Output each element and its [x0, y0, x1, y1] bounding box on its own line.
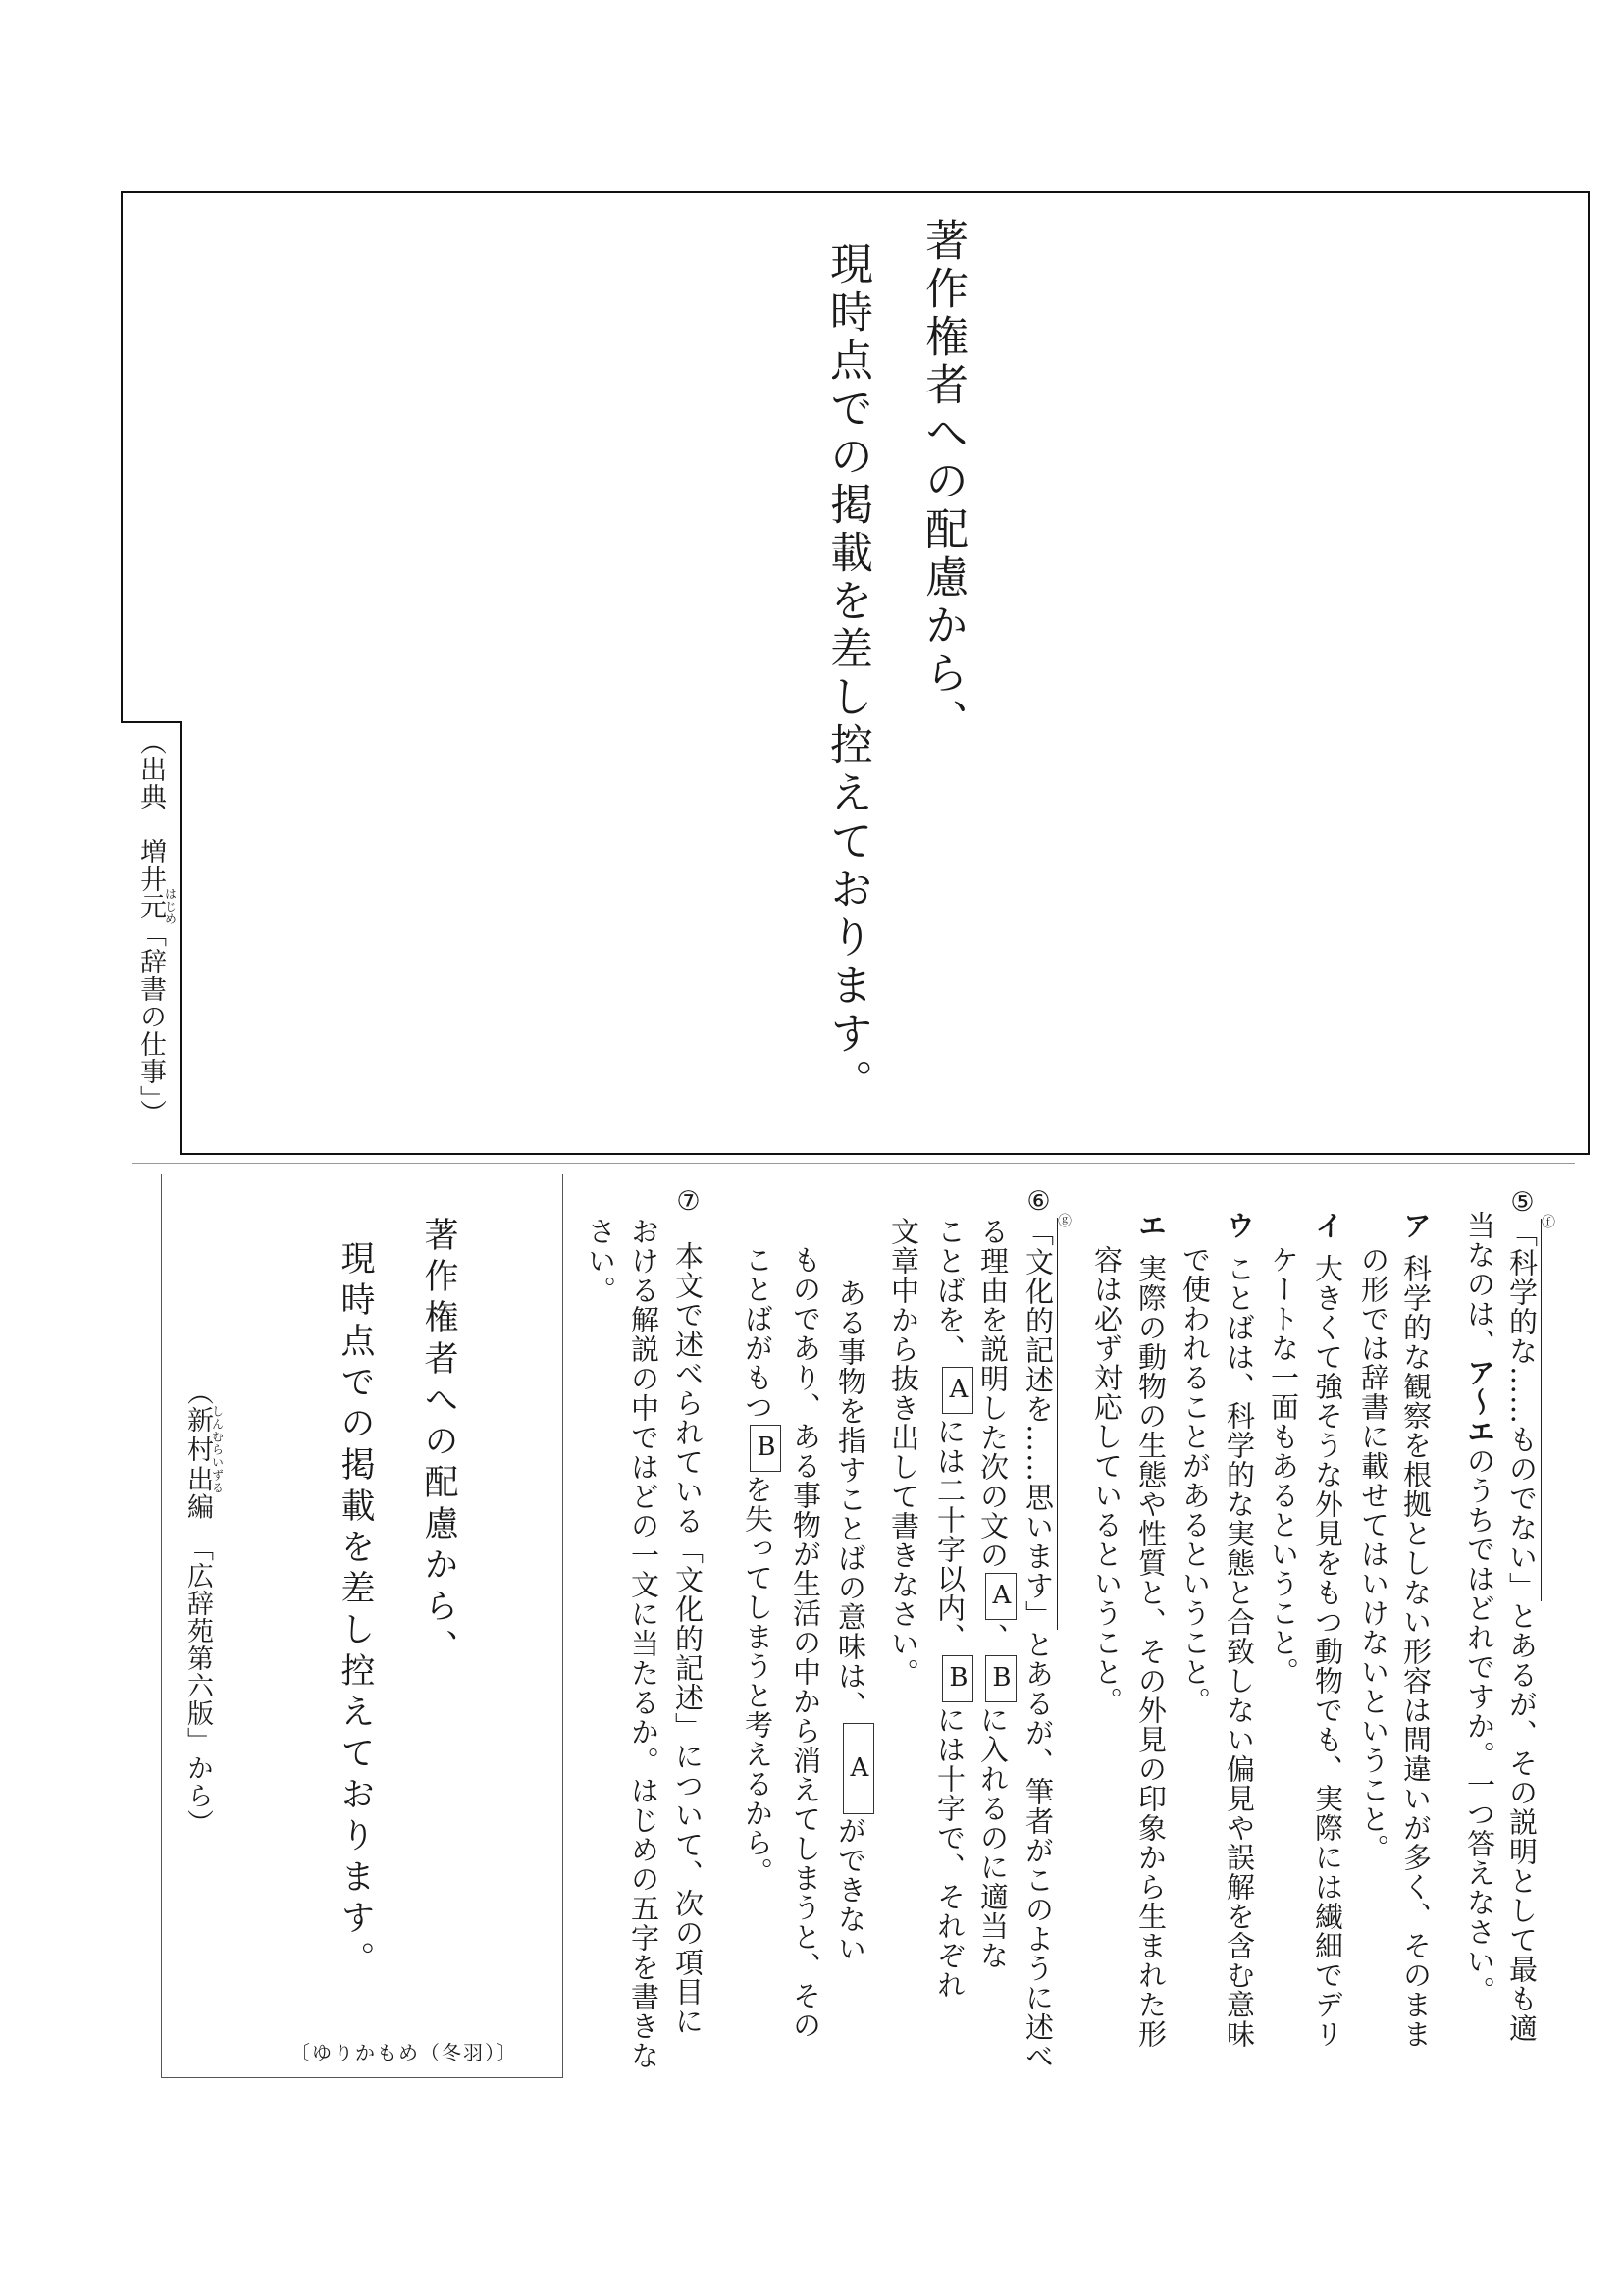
q6-sentence-line-1 — [835, 1278, 874, 1963]
passage-box-notch — [121, 721, 182, 723]
source-open: （ — [183, 1379, 213, 1406]
option-a-cont: の形では辞書に載せてはいけないということ。 — [1357, 1245, 1390, 1863]
copyright-notice-line2: 現時点での掲載を差し控えております。 — [822, 241, 872, 1107]
stem-text: ことばを、 — [933, 1217, 967, 1364]
stem-text: に入れるのに適当な — [976, 1704, 1010, 1970]
option-u-cont: で使われることがあるということ。 — [1178, 1245, 1212, 1716]
option-text: 大きくて強そうな外見をもつ動物でも、実際には繊細でデリ — [1311, 1254, 1344, 2049]
sentence-text: ある事物を指すことばの意味は、 — [834, 1278, 867, 1720]
sidelined-quote — [1505, 1215, 1556, 1601]
stem-text: とあるが、筆者がこのように述べ — [1021, 1630, 1055, 2071]
author-name-ruby — [135, 887, 178, 926]
sentence-text: を失ってしまうと考えるから。 — [741, 1474, 774, 1887]
q6-line-4: 文章中から抜き出して書きなさい。 — [887, 1217, 920, 1688]
quote-text: 「文化的記述を……思います」 — [1021, 1218, 1055, 1630]
section-divider — [132, 1163, 1575, 1164]
stem-text: には十字で、それぞれ — [933, 1704, 967, 2000]
question-number: ⑤ — [1507, 1187, 1538, 1219]
blank-box-a: A — [942, 1367, 973, 1415]
q5-line-1 — [1505, 1187, 1556, 2043]
passage-box-lower — [180, 721, 1590, 1155]
quote-text: 「科学的な……ものでない」 — [1505, 1219, 1539, 1601]
sidelined-quote — [1021, 1214, 1073, 1630]
q5-line-2 — [1464, 1211, 1495, 2006]
blank-box-a[interactable]: A — [843, 1723, 874, 1814]
option-a[interactable] — [1400, 1211, 1432, 2049]
option-i-cont: ケートな一面もあるということ。 — [1267, 1245, 1300, 1687]
figure-caption: 〔ゆりかもめ（冬羽）〕 — [290, 2041, 518, 2064]
figure-source-citation — [183, 1379, 224, 1837]
option-range: ア～エ — [1463, 1358, 1496, 1446]
stem-text: には二十字以内、 — [933, 1416, 967, 1652]
ruby-reading: しんむらいずる — [210, 1404, 225, 1494]
q7-line-3: さい。 — [584, 1217, 617, 1305]
annotation-marker: ⓖ — [1058, 1214, 1073, 1229]
q6-sentence-line-3 — [742, 1245, 781, 1887]
source-close: 「辞書の仕事」） — [135, 920, 166, 1127]
q6-sentence-line-2: ものであり、ある事物が生活の中から消えてしまうと、その — [789, 1245, 822, 2040]
question-number: ⑥ — [1023, 1186, 1054, 1218]
blank-box-b[interactable]: B — [750, 1425, 781, 1473]
blank-box-b: B — [985, 1655, 1017, 1703]
annotation-marker: ⓕ — [1542, 1215, 1556, 1230]
option-label: ア — [1399, 1211, 1433, 1240]
option-i[interactable] — [1312, 1211, 1343, 2049]
stem-text: のうちではどれですか。一つ答えなさい。 — [1463, 1446, 1496, 2006]
stem-text: る理由を説明した次の文の — [976, 1217, 1010, 1570]
passage-source-citation — [135, 728, 177, 1127]
stem-text: 本文で述べられている「文化的記述」について、次の項目に — [671, 1241, 705, 2036]
option-e-cont: 容は必ず対応しているということ。 — [1090, 1245, 1124, 1716]
editor-name-ruby — [183, 1404, 225, 1494]
sentence-text: ことばがもつ — [741, 1245, 774, 1422]
ruby-base: 元 — [135, 887, 166, 926]
option-label: ウ — [1223, 1211, 1256, 1240]
option-text: 実際の動物の生態や性質と、その外見の印象から生まれた形 — [1134, 1254, 1168, 2049]
ruby-reading: はじめ — [163, 887, 178, 926]
copyright-notice-line1: 著作権者への配慮から、 — [917, 218, 968, 747]
blank-box-b: B — [942, 1655, 973, 1703]
stem-text: 当なのは、 — [1463, 1211, 1496, 1358]
source-open: （出典 増井 — [135, 728, 166, 893]
question-number: ⑦ — [673, 1186, 704, 1218]
option-label: イ — [1311, 1211, 1344, 1240]
q6-line-1 — [1021, 1186, 1073, 2071]
ruby-base: 新村出 — [183, 1404, 213, 1494]
option-u[interactable] — [1224, 1211, 1255, 2049]
q7-line-2: おける解説の中ではどの一文に当たるか。はじめの五字を書きな — [627, 1217, 660, 2070]
q7-line-1 — [672, 1186, 704, 2036]
option-e[interactable] — [1135, 1211, 1167, 2049]
blank-box-a: A — [985, 1573, 1017, 1621]
sentence-text: ができない — [834, 1816, 867, 1964]
option-text: ことばは、科学的な実態と合致しない偏見や誤解を含む意味 — [1223, 1254, 1256, 2049]
figure-notice-line2: 現時点での掲載を差し控えております。 — [336, 1240, 375, 1982]
q6-line-3 — [934, 1217, 973, 2000]
source-close: 編 「広辞苑第六版」から） — [183, 1492, 213, 1838]
stem-text: 、 — [976, 1622, 1010, 1652]
option-text: 科学的な観察を根拠としない形容は間違いが多く、そのまま — [1399, 1254, 1433, 2049]
option-label: エ — [1134, 1211, 1168, 1240]
q6-line-2 — [977, 1217, 1017, 1970]
stem-text: とあるが、その説明として最も適 — [1505, 1601, 1539, 2043]
figure-notice-line1: 著作権者への配慮から、 — [419, 1217, 458, 1670]
